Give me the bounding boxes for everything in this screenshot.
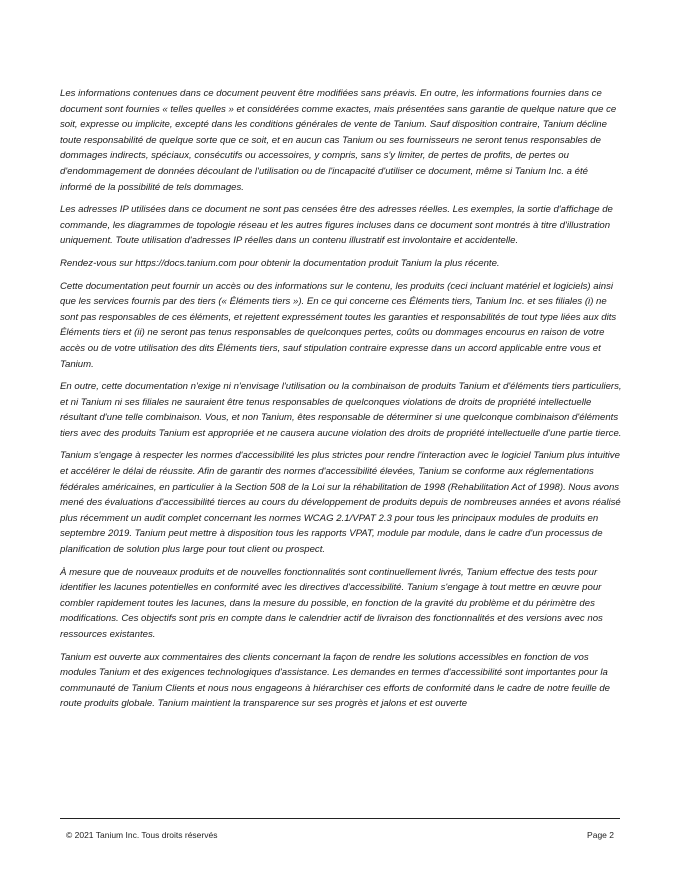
paragraph-third-party-combination: En outre, cette documentation n'exige ni n'envisage l'utilisation ou la combinaison de produits Tanium et d'éléments tiers particuliers, et ni Tanium ni ses filiales ne sauraient être tenus responsables de quelconques violations de droits de propriété intellectuelle résultant d'une telle combinaison. Vous, et non Tanium, êtes responsable de déterminer si une quelconque combinaison d'éléments tiers avec des produits Tanium est appropriée et ne causera aucune violation des droits de propriété intellectuelle d'une partie tierce. — [60, 381, 622, 439]
paragraph-accessibility-testing: À mesure que de nouveaux produits et de nouvelles fonctionnalités sont continuellement livrés, Tanium effectue des tests pour identifier les lacunes potentielles en conformité avec les directives d'accessibilité. Tanium s'engage à tout mettre en œuvre pour combler rapidement toutes les lacunes, dans la mesure du possible, en fonction de la gravité du problème et du périmètre des modifications. Ces objectifs sont pris en compte dans le calendrier actif de livraison des fonctionnalités et des versions avec nos ressources existantes. — [60, 566, 603, 640]
footer-page-number: Page 2 — [587, 830, 614, 840]
footer-copyright: © 2021 Tanium Inc. Tous droits réservés — [66, 830, 218, 840]
paragraph-customer-feedback: Tanium est ouverte aux commentaires des clients concernant la façon de rendre les solutions accessibles en fonction de vos modules Tanium et des exigences technologiques d'assistance. Les demandes en termes d'accessibilité sont importantes pour la communauté de Tanium Clients et nous nous engageons à hiérarchiser ces efforts de conformité dans le cadre de notre feuille de route produits globale. Tanium maintient la transparence sur ses progrès et jalons et est ouverte — [60, 651, 611, 710]
paragraph-ip-addresses: Les adresses IP utilisées dans ce document ne sont pas censées être des adresses réelles. Les exemples, la sortie d'affichage de commande, les diagrammes de topologie réseau et les autres figures incluses dans ce document sont montrés à titre d'illustration uniquement. Toute utilisation d'adresses IP réelles dans un contenu illustratif est involontaire et accidentelle. — [60, 204, 613, 247]
paragraph-disclaimer: Les informations contenues dans ce document peuvent être modifiées sans préavis. En outre, les informations fournies dans ce document sont fournies « telles quelles » et considérées comme exactes, mais présentées sans garantie de quelque nature que ce soit, expresse ou implicite, excepté dans les conditions générales de vente de Tanium. Sauf disposition contraire, Tanium décline toute responsabilité de quelque sorte que ce soit, et en aucun cas Tanium ou ses fournisseurs ne seront tenus responsables de dommages indirects, spéciaux, consécutifs ou accessoires, y compris, sans s'y limiter, de pertes de profits, de pertes ou d'endommagement de données découlant de l'utilisation ou de l'incapacité d'utiliser ce document, même si Tanium Inc. a été informé de la possibilité de tels dommages. — [60, 88, 617, 193]
paragraph-accessibility-standards: Tanium s'engage à respecter les normes d'accessibilité les plus strictes pour rendre l'interaction avec le logiciel Tanium plus intuitive et accélérer le délai de réussite. Afin de garantir des normes d'accessibilité élevées, Tanium se conforme aux réglementations fédérales américaines, en particulier à la Section 508 de la Loi sur la réhabilitation de 1998 (Rehabilitation Act of 1998). Nous avons mené des évaluations d'accessibilité tierces au cours du développement de produits depuis de nombreuses années et avons réalisé plus récemment un audit complet concernant les normes WCAG 2.1/VPAT 2.3 pour tous les principaux modules de produits en septembre 2019. Tanium peut mettre à disposition tous les rapports VPAT, module par module, dans le cadre d'un processus de planification de solution plus large pour tout client ou prospect. — [60, 450, 621, 556]
paragraph-third-party: Cette documentation peut fournir un accès ou des informations sur le contenu, les produits (ceci incluant matériel et logiciels) ainsi que les services fournis par des tiers (« Éléments tiers »). En ce qui concerne ces Éléments tiers, Tanium Inc. et ses filiales (i) ne sont pas responsables de ces éléments, et rejettent expressément toutes les garanties et responsabilités de tout type liées aux dits Éléments tiers et (ii) ne seront pas tenus responsables de quelconques pertes, coûts ou dommages encourus en raison de votre accès ou de votre utilisation des dits Éléments tiers, sauf stipulation contraire expresse dans un accord applicable entre vous et Tanium. — [60, 280, 617, 370]
paragraph-docs-link: Rendez-vous sur https://docs.tanium.com pour obtenir la documentation produit Tanium la plus récente. — [60, 257, 500, 269]
footer-divider — [60, 818, 620, 819]
document-body — [60, 86, 622, 719]
